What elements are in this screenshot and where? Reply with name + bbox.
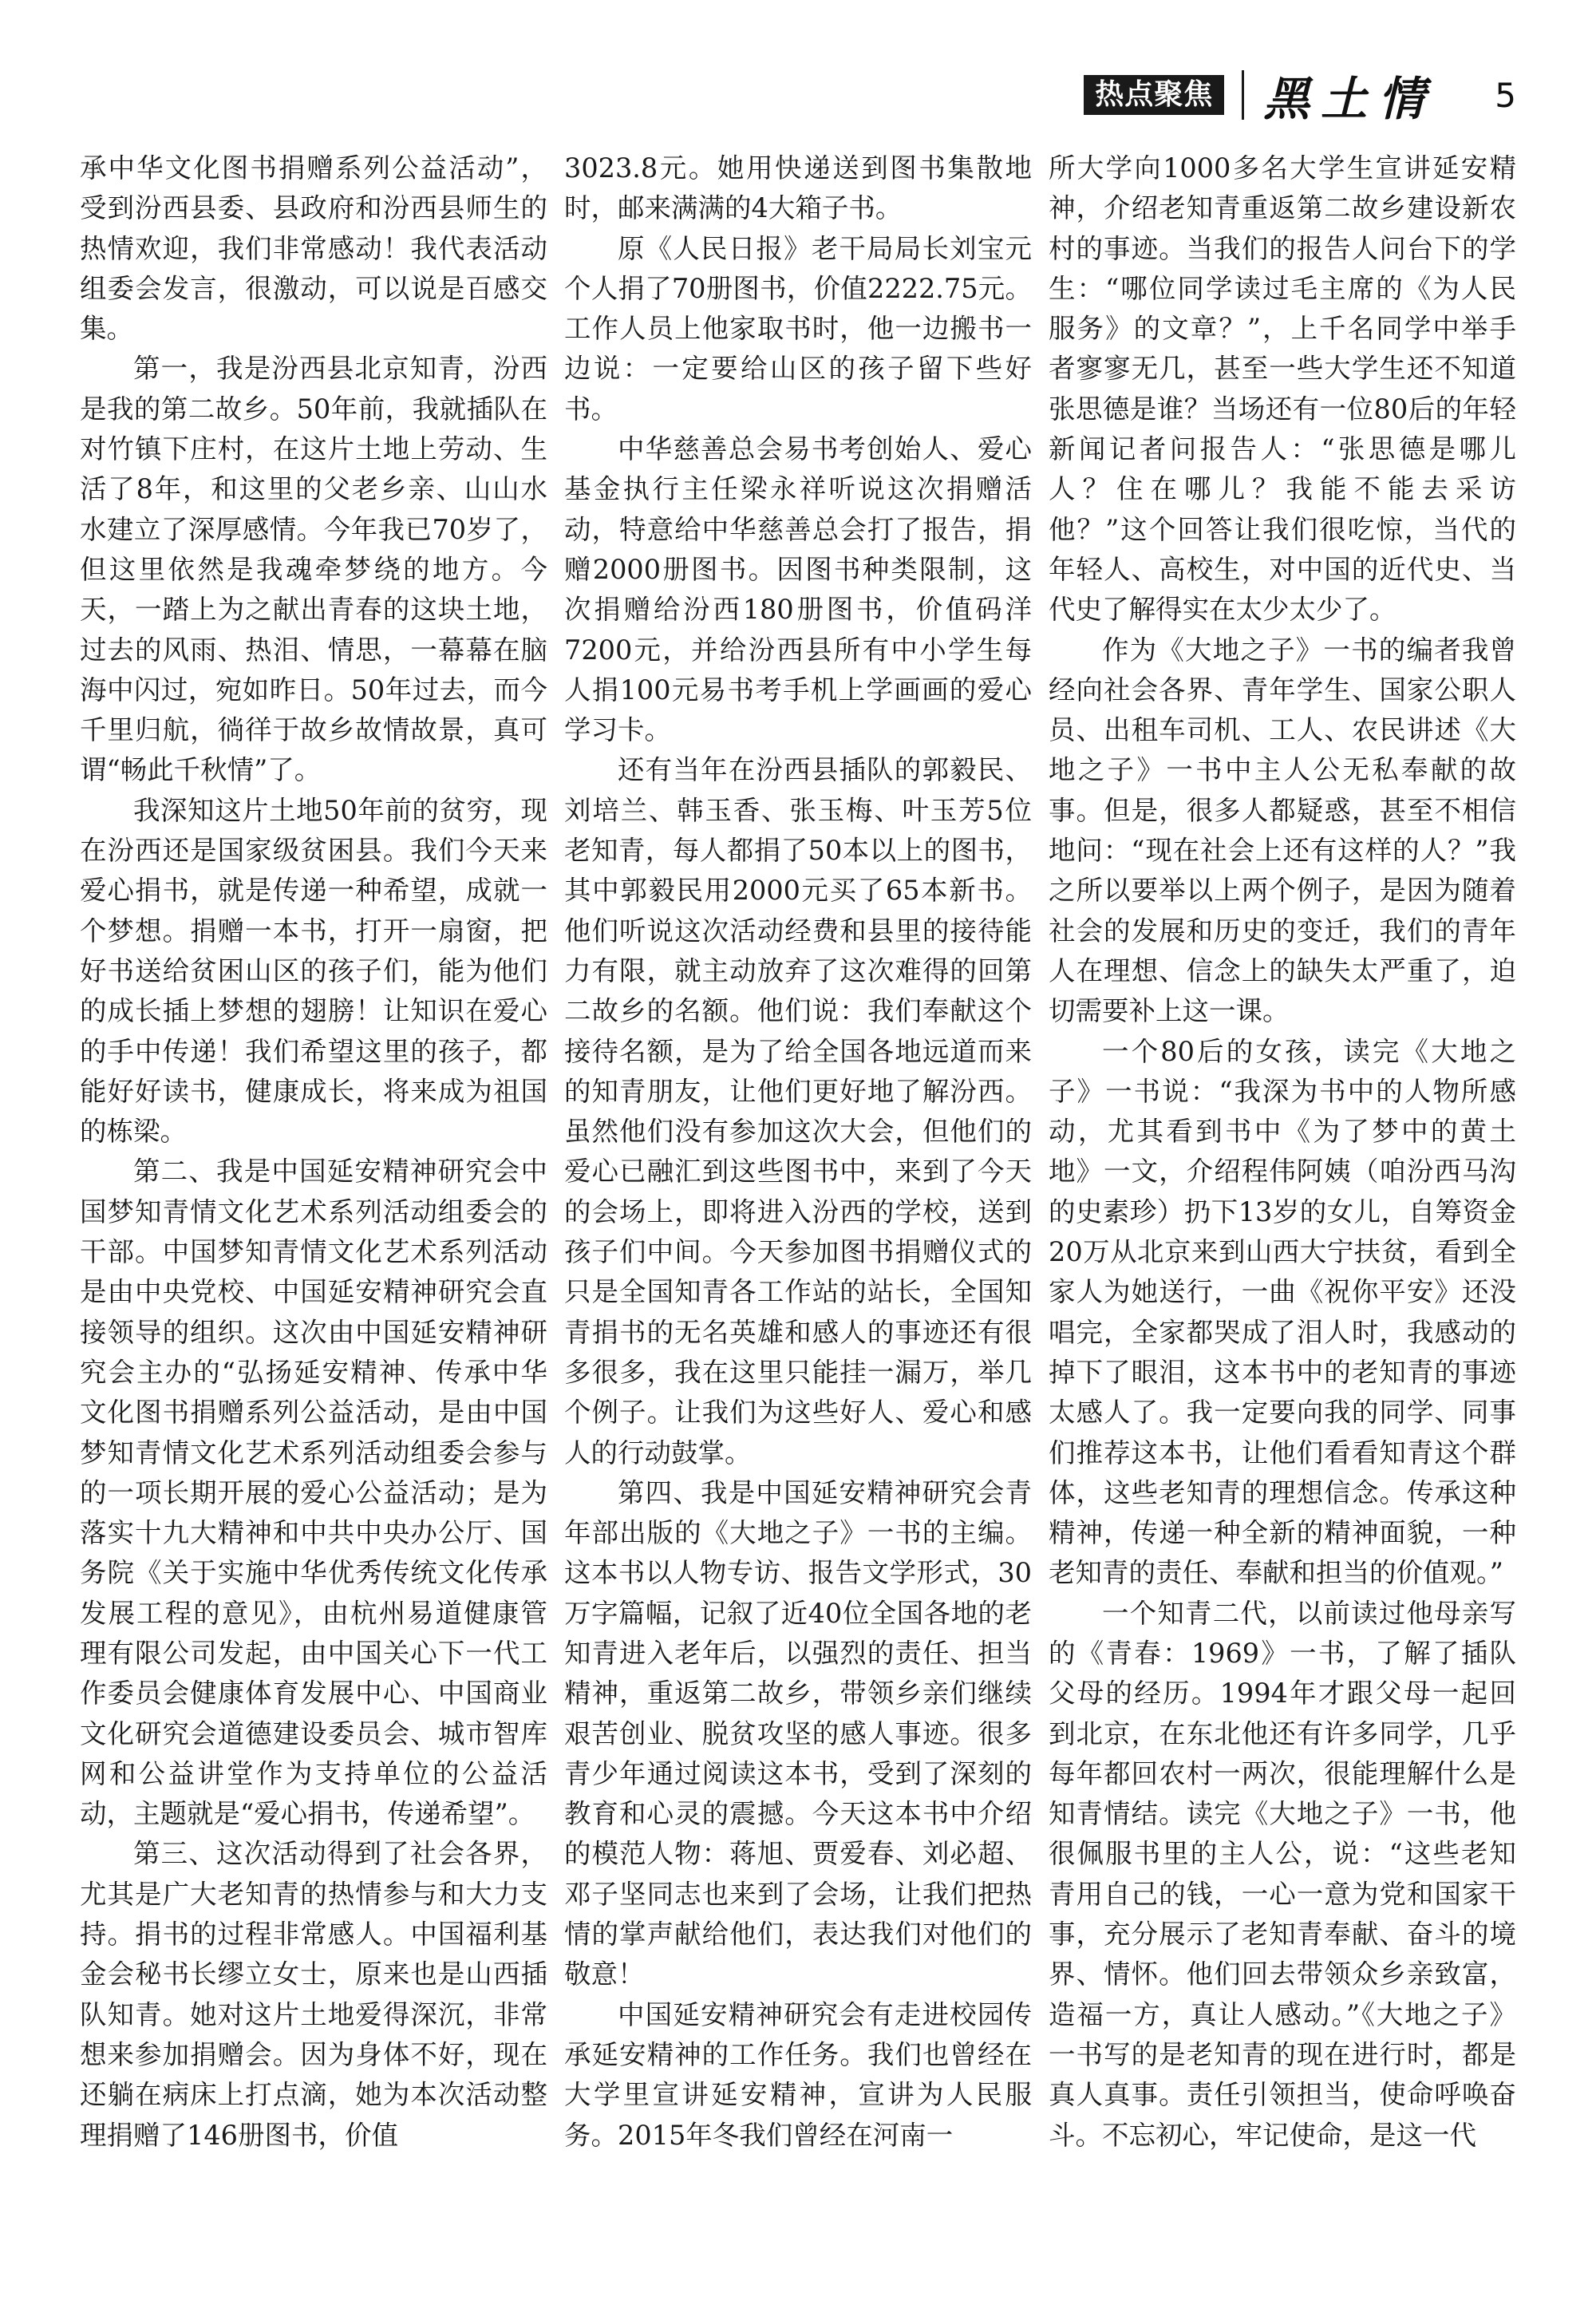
paragraph: 所大学向1000多名大学生宣讲延安精神，介绍老知青重返第二故乡建设新农村的事迹。当我们的报告人问台下的学生：“哪位同学读过毛主席的《为人民服务》的文章？”，上千名同学中举手者寥寥无几，甚至一些大学生还不知道张思德是谁？当场还有一位80后的年轻新闻记者问报告人：“张思德是哪儿人？住在哪儿？我能不能去采访他？”这个回答让我们很吃惊，当代的年轻人、高校生，对中国的近代史、当代史了解得实在太少太少了。 [1049,152,1516,626]
paragraph: 作为《大地之子》一书的编者我曾经向社会各界、青年学生、国家公职人员、出租车司机、工人、农民讲述《大地之子》一书中主人公无私奉献的故事。但是，很多人都疑惑，甚至不相信地问：“现在社会上还有这样的人？”我之所以要举以上两个例子，是因为随着社会的发展和历史的变迁，我们的青年人在理想、信念上的缺失太严重了，迫切需要补上这一课。 [1049,634,1516,1027]
header-divider [1242,70,1244,120]
masthead-logo: 黑土情 [1263,72,1436,126]
paragraph: 第四、我是中国延安精神研究会青年部出版的《大地之子》一书的主编。这本书以人物专访、报告文学形式，30万字篇幅，记叙了近40位全国各地的老知青进入老年后，以强烈的责任、担当精神，重返第二故乡，带领乡亲们继续艰苦创业、脱贫攻坚的感人事迹。很多青少年通过阅读这本书，受到了深刻的教育和心灵的震撼。今天这本书中介绍的模范人物：蒋旭、贾爱春、刘必超、邓子坚同志也来到了会场，让我们把热情的掌声献给他们，表达我们对他们的敬意！ [564,1476,1032,1990]
paragraph: 3023.8元。她用快递送到图书集散地时，邮来满满的4大箱子书。 [564,152,1032,224]
column-1 [80,148,547,2176]
paragraph: 第三、这次活动得到了社会各界，尤其是广大老知青的热情参与和大力支持。捐书的过程非常感人。中国福利基金会秘书长缪立女士，原来也是山西插队知青。她对这片土地爱得深沉，非常想来参加捐赠会。因为身体不好，现在还躺在病床上打点滴，她为本次活动整理捐赠了146册图书，价值 [80,1838,547,2151]
paragraph: 原《人民日报》老干局局长刘宝元个人捐了70册图书，价值2222.75元。工作人员上他家取书时，他一边搬书一边说：一定要给山区的孩子留下些好书。 [564,232,1032,425]
paragraph: 一个80后的女孩，读完《大地之子》一书说：“我深为书中的人物所感动，尤其看到书中《为了梦中的黄土地》一文，介绍程伟阿姨（咱汾西马沟的史素珍）扔下13岁的女儿，自筹资金20万从北京来到山西大宁扶贫，看到全家人为她送行，一曲《祝你平安》还没唱完，全家都哭成了泪人时，我感动的掉下了眼泪，这本书中的老知青的事迹太感人了。我一定要向我的同学、同事们推荐这本书，让他们看看知青这个群体，这些老知青的理想信念。传承这种精神，传递一种全新的精神面貌，一种老知青的责任、奉献和担当的价值观。” [1049,1035,1516,1589]
paragraph: 中国延安精神研究会有走进校园传承延安精神的工作任务。我们也曾经在大学里宣讲延安精神，宣讲为人民服务。2015年冬我们曾经在河南一 [564,1998,1032,2151]
column-3 [1049,148,1516,2176]
page-number: 5 [1495,75,1516,115]
section-tag: 热点聚焦 [1084,75,1224,115]
paragraph: 我深知这片土地50年前的贫穷，现在汾西还是国家级贫困县。我们今天来爱心捐书，就是传递一种希望，成就一个梦想。捐赠一本书，打开一扇窗，把好书送给贫困山区的孩子们，能为他们的成长插上梦想的翅膀！让知识在爱心的手中传递！我们希望这里的孩子，都能好好读书，健康成长，将来成为祖国的栋梁。 [80,794,547,1148]
paragraph: 承中华文化图书捐赠系列公益活动”，受到汾西县委、县政府和汾西县师生的热情欢迎，我们非常感动！我代表活动组委会发言，很激动，可以说是百感交集。 [80,152,547,345]
article-body [80,148,1516,2176]
paragraph: 第二、我是中国延安精神研究会中国梦知青情文化艺术系列活动组委会的干部。中国梦知青情文化艺术系列活动是由中央党校、中国延安精神研究会直接领导的组织。这次由中国延安精神研究会主办的“弘扬延安精神、传承中华文化图书捐赠系列公益活动，是由中国梦知青情文化艺术系列活动组委会参与的一项长期开展的爱心公益活动；是为落实十九大精神和中共中央办公厅、国务院《关于实施中华优秀传统文化传承发展工程的意见》，由杭州易道健康管理有限公司发起，由中国关心下一代工作委员会健康体育发展中心、中国商业文化研究会道德建设委员会、城市智库网和公益讲堂作为支持单位的公益活动，主题就是“爱心捐书，传递希望”。 [80,1156,547,1830]
paragraph: 第一，我是汾西县北京知青，汾西是我的第二故乡。50年前，我就插队在对竹镇下庄村，在这片土地上劳动、生活了8年，和这里的父老乡亲、山山水水建立了深厚感情。今年我已70岁了，但这里依然是我魂牵梦绕的地方。今天，一踏上为之献出青春的这块土地，过去的风雨、热泪、情思，一幕幕在脑海中闪过，宛如昨日。50年过去，而今千里归航，徜徉于故乡故情故景，真可谓“畅此千秋情”了。 [80,353,547,786]
paragraph: 还有当年在汾西县插队的郭毅民、刘培兰、韩玉香、张玉梅、叶玉芳5位老知青，每人都捐了50本以上的图书，其中郭毅民用2000元买了65本新书。他们听说这次活动经费和县里的接待能力有限，就主动放弃了这次难得的回第二故乡的名额。他们说：我们奉献这个接待名额，是为了给全国各地远道而来的知青朋友，让他们更好地了解汾西。虽然他们没有参加这次大会，但他们的爱心已融汇到这些图书中，来到了今天的会场上，即将进入汾西的学校，送到孩子们中间。今天参加图书捐赠仪式的只是全国知青各工作站的站长，全国知青捐书的无名英雄和感人的事迹还有很多很多，我在这里只能挂一漏万，举几个例子。让我们为这些好人、爱心和感人的行动鼓掌。 [564,754,1032,1468]
paragraph: 一个知青二代，以前读过他母亲写的《青春：1969》一书，了解了插队父母的经历。1994年才跟父母一起回到北京，在东北他还有许多同学，几乎每年都回农村一两次，很能理解什么是知青情结。读完《大地之子》一书，他很佩服书里的主人公，说：“这些老知青用自己的钱，一心一意为党和国家干事，充分展示了老知青奉献、奋斗的境界、情怀。他们回去带领众乡亲致富，造福一方，真让人感动。”《大地之子》一书写的是老知青的现在进行时，都是真人真事。责任引领担当，使命呼唤奋斗。不忘初心，牢记使命，是这一代 [1049,1597,1516,2151]
paragraph: 中华慈善总会易书考创始人、爱心基金执行主任梁永祥听说这次捐赠活动，特意给中华慈善总会打了报告，捐赠2000册图书。因图书种类限制，这次捐赠给汾西180册图书，价值码洋7200元，并给汾西县所有中小学生每人捐100元易书考手机上学画画的爱心学习卡。 [564,433,1032,746]
page-header [1084,69,1516,126]
column-2 [564,148,1032,2176]
